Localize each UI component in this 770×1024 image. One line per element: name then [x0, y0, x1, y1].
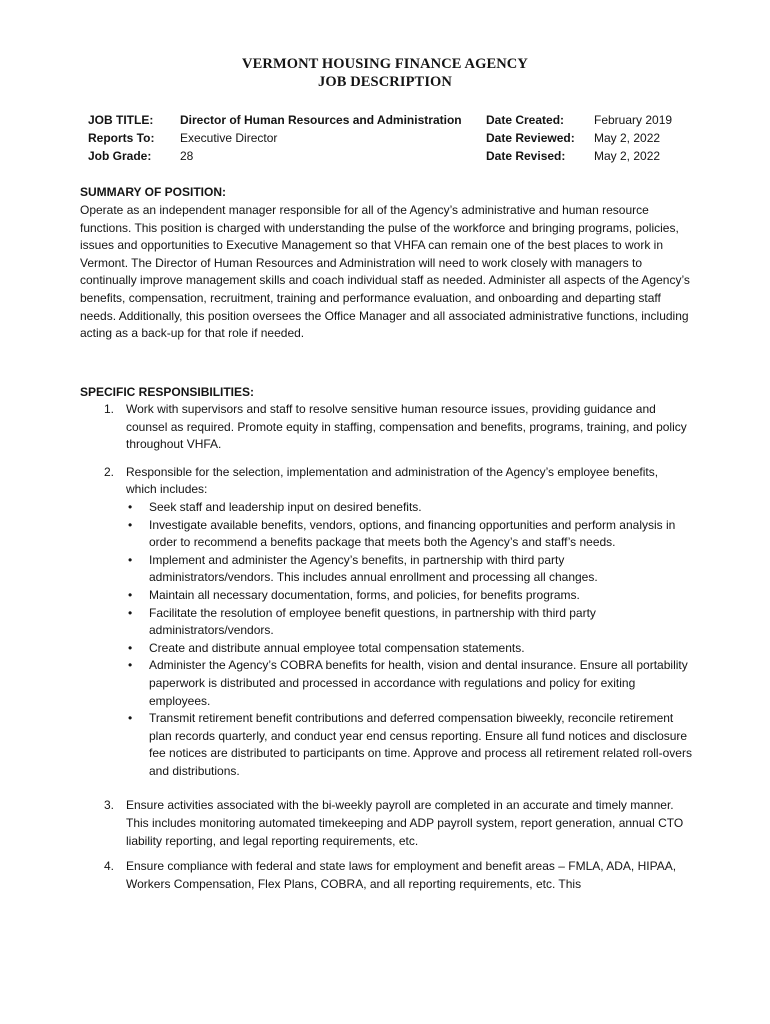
item-text: Work with supervisors and staff to resolve sensitive human resource issues, providing guidance and counsel as required. Promote equity in staffing, compensation and benefits, programs, training, and policy throughout VHFA. — [126, 402, 687, 452]
reports-to-value: Executive Director — [180, 131, 278, 145]
job-grade-label: Job Grade: — [88, 149, 152, 163]
bullet-text: Administer the Agency’s COBRA benefits for health, vision and dental insurance. Ensure all portability paperwork is distributed and processed in accordance with regulations and policy for exiting employees. — [149, 658, 688, 708]
bullet-text: Implement and administer the Agency’s benefits, in partnership with third party administrators/vendors. This includes annual enrollment and processing all changes. — [149, 552, 598, 585]
bullet-text: Create and distribute annual employee total compensation statements. — [149, 640, 525, 655]
document-title: JOB DESCRIPTION — [317, 74, 453, 90]
bullet-icon: • — [128, 499, 133, 514]
bullet-item — [126, 657, 692, 710]
item-text: Ensure compliance with federal and state laws for employment and benefit areas – FMLA, ADA, HIPAA, Workers Compensation, Flex Plans, COBRA, and all reporting requirements, etc. This — [126, 859, 677, 891]
bullet-text: Seek staff and leadership input on desired benefits. — [149, 499, 422, 514]
bullet-item — [126, 552, 692, 587]
list-item — [80, 401, 692, 454]
summary-paragraph: Operate as an independent manager responsible for all of the Agency’s administrative and human resource functions. This position is charged with understanding the pulse of the workforce and bringing programs, policies, issues and opportunities to Executive Management so that VHFA can remain one of the best places to work in Vermont. The Director of Human Resources and Administration will need to work closely with managers to continually improve management skills and coach individual staff as needed. Administer all aspects of the Agency’s benefits, compensation, recruitment, training and performance evaluation, and onboarding and departing staff needs. Additionally, this position oversees the Office Manager and all associated administrative functions, including acting as a back-up for that role if needed. — [80, 203, 690, 341]
bullet-icon: • — [128, 640, 133, 655]
item-number: 3. — [104, 798, 115, 813]
date-created-label: Date Created: — [486, 113, 565, 127]
responsibilities-list — [80, 401, 692, 893]
bullet-item — [126, 517, 692, 552]
bullet-icon: • — [128, 517, 133, 532]
bullet-icon: • — [128, 605, 133, 620]
job-title-label: JOB TITLE: — [88, 113, 154, 127]
bullet-icon: • — [128, 658, 133, 673]
item-number: 2. — [104, 464, 115, 479]
date-created-value: February 2019 — [594, 113, 673, 127]
bullet-item — [126, 640, 692, 658]
date-revised-value: May 2, 2022 — [594, 149, 661, 163]
meta-left-values — [180, 111, 462, 165]
item-number: 4. — [104, 859, 115, 874]
meta-right-labels — [486, 111, 575, 165]
item-text: Ensure activities associated with the bi-weekly payroll are completed in an accurate and timely manner. This includes monitoring automated timekeeping and ADP payroll system, report generation, annual CTO liability reporting, and legal reporting requirements, etc. — [126, 798, 684, 848]
job-title-value: Director of Human Resources and Administration — [180, 113, 462, 127]
reports-to-label: Reports To: — [88, 131, 155, 145]
list-item — [80, 797, 692, 850]
bullet-item — [126, 605, 692, 640]
bullet-icon: • — [128, 552, 133, 567]
date-reviewed-label: Date Reviewed: — [486, 131, 575, 145]
item-text: Responsible for the selection, implementation and administration of the Agency’s employee benefits, which includes: — [126, 464, 659, 497]
summary-heading: SUMMARY OF POSITION: — [80, 185, 227, 199]
item-number: 1. — [104, 402, 115, 416]
date-revised-label: Date Revised: — [486, 149, 566, 163]
bullet-icon: • — [128, 587, 133, 602]
meta-left-labels — [88, 111, 154, 165]
bullet-icon: • — [128, 711, 133, 726]
meta-right-values — [594, 111, 672, 165]
list-item — [80, 464, 692, 781]
bullet-text: Maintain all necessary documentation, forms, and policies, for benefits programs. — [149, 587, 580, 602]
date-reviewed-value: May 2, 2022 — [594, 131, 661, 145]
bullet-text: Facilitate the resolution of employee benefit questions, in partnership with third party administrators/vendors. — [149, 605, 596, 638]
bullet-item — [126, 587, 692, 605]
agency-name: VERMONT HOUSING FINANCE AGENCY — [242, 56, 528, 72]
responsibilities-heading: SPECIFIC RESPONSIBILITIES: — [80, 385, 255, 399]
list-item — [80, 858, 692, 893]
bullet-text: Investigate available benefits, vendors, options, and financing opportunities and perform analysis in order to recommend a benefits package that meets both the Agency’s and staff’s needs. — [149, 517, 676, 550]
bullet-item — [126, 499, 692, 517]
job-grade-value: 28 — [180, 149, 194, 163]
bullet-item — [126, 710, 692, 780]
bullet-text: Transmit retirement benefit contributions and deferred compensation biweekly, reconcile retirement plan records quarterly, and conduct year end census reporting. Ensure all fund notices and disclosure fee notices are distributed to participants on time. Approve and process all retirement related roll-overs and distributions. — [149, 711, 692, 778]
benefits-sublist — [126, 499, 692, 781]
